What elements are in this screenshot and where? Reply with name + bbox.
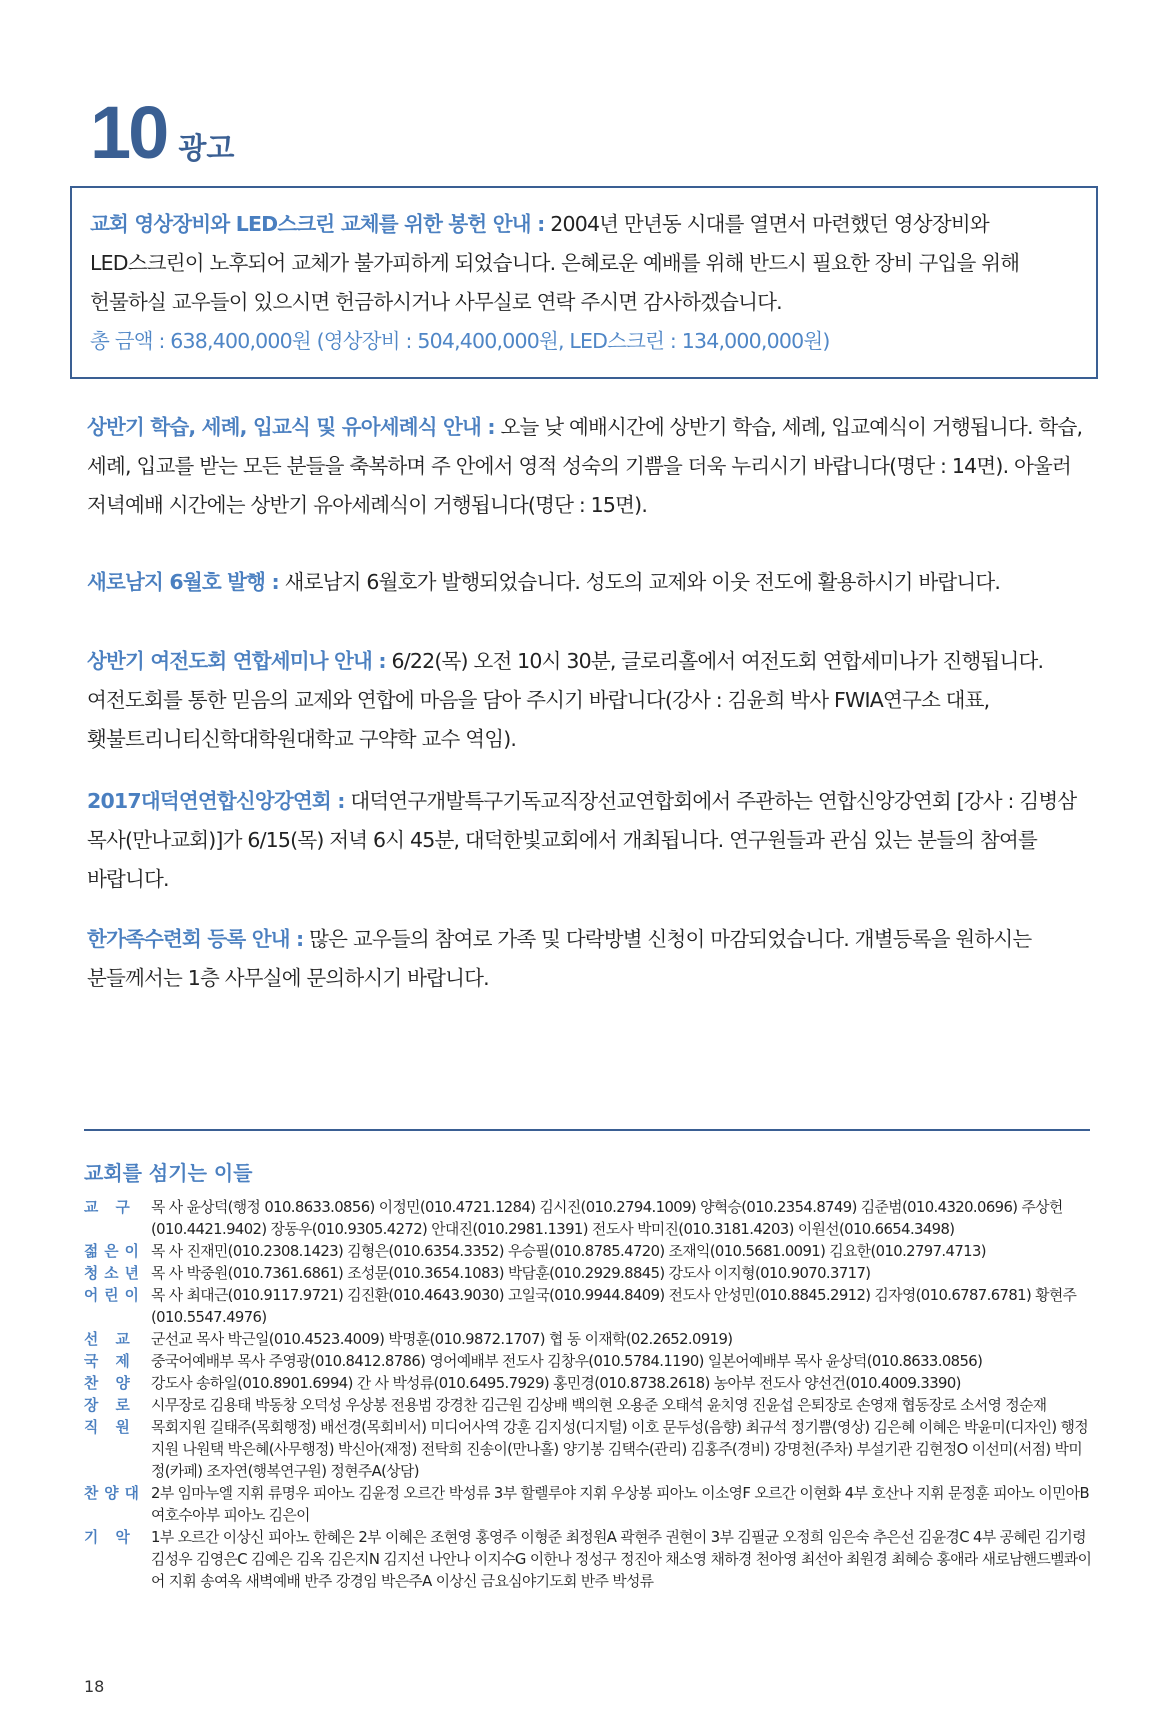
staff-text: 강도사 송하일(010.8901.6994) 간 사 박성류(010.6495.7929) 홍민경(010.8738.2618) 농아부 전도사 양선건(010.4009.3390) [151,1375,961,1392]
staff-text: 목 사 진재민(010.2308.1423) 김형은(010.6354.3352) 우승필(010.8785.4720) 조재익(010.5681.0091) 김요한(010.2797.4713) [151,1243,986,1260]
staff-row [84,1241,1094,1263]
staff-text: 중국어예배부 목사 주영광(010.8412.8786) 영어예배부 전도사 김창우(010.5784.1190) 일본어예배부 목사 윤상덕(010.8633.0856) [151,1353,983,1370]
staff-row [84,1351,1094,1373]
notice-5 [87,920,1092,998]
staff-label: 찬 양 [84,1375,136,1392]
notice-heading: 2017대덕연연합신앙강연회 : [87,789,345,813]
notice-text: 대덕연구개발특구기독교직장선교연합회에서 주관하는 연합신앙강연회 [강사 : 김병삼 목사(만나교회)]가 6/15(목) 저녁 6시 45분, 대덕한빛교회에서 개최됩니다. 연구원들과 관심 있는 분들의 참여를 바랍니다. [87,789,1077,891]
notice-text: 6/22(목) 오전 10시 30분, 글로리홀에서 여전도회 연합세미나가 진행됩니다. 여전도회를 통한 믿음의 교제와 연합에 마음을 담아 주시기 바랍니다(강사 : 김윤희 박사 FWIA연구소 대표, 횃불트리니티신학대학원대학교 구약학 교수 역임). [87,649,1044,751]
staff-label: 젊은이 [84,1243,145,1260]
notice-text: 새로남지 6월호가 발행되었습니다. 성도의 교제와 이웃 전도에 활용하시기 바랍니다. [278,570,1001,594]
notice-1 [87,408,1092,525]
offering-total: 총 금액 : 638,400,000원 (영상장비 : 504,400,000원, LED스크린 : 134,000,000원) [90,329,830,353]
staff-text: 목 사 박중원(010.7361.6861) 조성문(010.3654.1083) 박담훈(010.2929.8845) 강도사 이지형(010.9070.3717) [151,1265,871,1282]
staff-row [84,1197,1094,1241]
staff-text: 1부 오르간 이상신 피아노 한혜은 2부 이혜은 조현영 홍영주 이형준 최정원A 곽현주 권현이 3부 김필균 오정희 임은숙 추은선 김윤경C 4부 공혜린 김기령 김성우 김영은C 김예은 김옥 김은지N 김지선 나안나 이지수G 이한나 정성구 정진아 채소영 채하경 천아영 최선아 최원경 최혜승 홍애라 새로남핸드벨콰이어 지휘 송여옥 새벽예배 반주 강경임 박은주A 이상신 금요심야기도회 반주 박성류 [151,1529,1092,1590]
staff-row [84,1527,1094,1593]
notice-3 [87,642,1092,759]
staff-label: 청소년 [84,1265,145,1282]
staff-label: 교 구 [84,1199,136,1216]
staff-row [84,1329,1094,1351]
staff-row [84,1373,1094,1395]
offering-notice-heading: 교회 영상장비와 LED스크린 교체를 위한 봉헌 안내 : [90,212,545,236]
staff-text: 목 사 윤상덕(행정 010.8633.0856) 이정민(010.4721.1284) 김시진(010.2794.1009) 양혁승(010.2354.8749) 김준범(010.4320.0696) 주상헌(010.4421.9402) 장동우(010.9305.4272) 안대진(010.2981.1391) 전도사 박미진(010.3181.4203) 이원선(010.6654.3498) [151,1199,1063,1238]
notice-text: 오늘 낮 예배시간에 상반기 학습, 세례, 입교예식이 거행됩니다. 학습, 세례, 입교를 받는 모든 분들을 축복하며 주 안에서 영적 성숙의 기쁨을 더욱 누리시기 바랍니다(명단 : 14면). 아울러 저녁예배 시간에는 상반기 유아세례식이 거행됩니다(명단 : 15면). [87,415,1083,517]
staff-title: 교회를 섬기는 이들 [84,1161,253,1185]
notice-heading: 한가족수련회 등록 안내 : [87,927,304,951]
offering-notice [90,205,1078,322]
staff-label: 장 로 [84,1397,136,1414]
notice-heading: 상반기 여전도회 연합세미나 안내 : [87,649,386,673]
staff-row [84,1263,1094,1285]
section-number: 10 [90,91,167,174]
offering-notice-box [70,186,1098,379]
staff-row [84,1417,1094,1483]
staff-row [84,1483,1094,1527]
staff-row [84,1395,1094,1417]
staff-row [84,1285,1094,1329]
offering-notice-text: 2004년 만년동 시대를 열면서 마련했던 영상장비와 LED스크린이 노후되어 교체가 불가피하게 되었습니다. 은혜로운 예배를 위해 반드시 필요한 장비 구입을 위해 헌물하실 교우들이 있으시면 헌금하시거나 사무실로 연락 주시면 감사하겠습니다. [90,212,1020,314]
section-header [90,91,235,174]
staff-text: 군선교 목사 박근일(010.4523.4009) 박명훈(010.9872.1707) 협 동 이재학(02.2652.0919) [151,1331,733,1348]
notice-text: 많은 교우들의 참여로 가족 및 다락방별 신청이 마감되었습니다. 개별등록을 원하시는 분들께서는 1층 사무실에 문의하시기 바랍니다. [87,927,1032,990]
staff-label: 기 악 [84,1529,136,1546]
staff-text: 목회지원 길태주(목회행정) 배선경(목회비서) 미디어사역 강훈 김지성(디지털) 이호 문두성(음향) 최규석 정기쁨(영상) 김은혜 이혜은 박윤미(디자인) 행정지원 나원택 박은혜(사무행정) 박신아(재정) 전탁희 진송이(만나홀) 양기봉 김택수(관리) 김홍주(경비) 강명천(주차) 부설기관 김현정O 이선미(서점) 박미정(카페) 조자연(행복연구원) 정현주A(상담) [151,1419,1089,1480]
staff-list [84,1197,1094,1593]
page-number: 18 [84,1677,105,1696]
staff-label: 직 원 [84,1419,136,1436]
notice-heading: 새로남지 6월호 발행 : [87,570,279,594]
staff-label: 어린이 [84,1287,145,1304]
staff-label: 국 제 [84,1353,136,1370]
notice-heading: 상반기 학습, 세례, 입교식 및 유아세례식 안내 : [87,415,495,439]
staff-text: 목 사 최대근(010.9117.9721) 김진환(010.4643.9030) 고일국(010.9944.8409) 전도사 안성민(010.8845.2912) 김자영(010.6787.6781) 황현주(010.5547.4976) [151,1287,1077,1326]
staff-label: 찬양대 [84,1485,145,1502]
notice-2 [87,563,1092,602]
section-divider [84,1129,1090,1131]
staff-label: 선 교 [84,1331,136,1348]
section-title: 광고 [178,131,235,165]
staff-text: 시무장로 김용태 박동창 오덕성 우상봉 전용범 강경찬 김근원 김상배 백의현 오용준 오태석 윤치영 진윤섭 은퇴장로 손영재 협동장로 소서영 정순재 [151,1397,1047,1414]
notice-4 [87,782,1092,899]
staff-text: 2부 임마누엘 지휘 류명우 피아노 김윤정 오르간 박성류 3부 할렐루야 지휘 우상봉 피아노 이소영F 오르간 이현화 4부 호산나 지휘 문정훈 피아노 이민아B 여호수아부 피아노 김은이 [151,1485,1090,1524]
